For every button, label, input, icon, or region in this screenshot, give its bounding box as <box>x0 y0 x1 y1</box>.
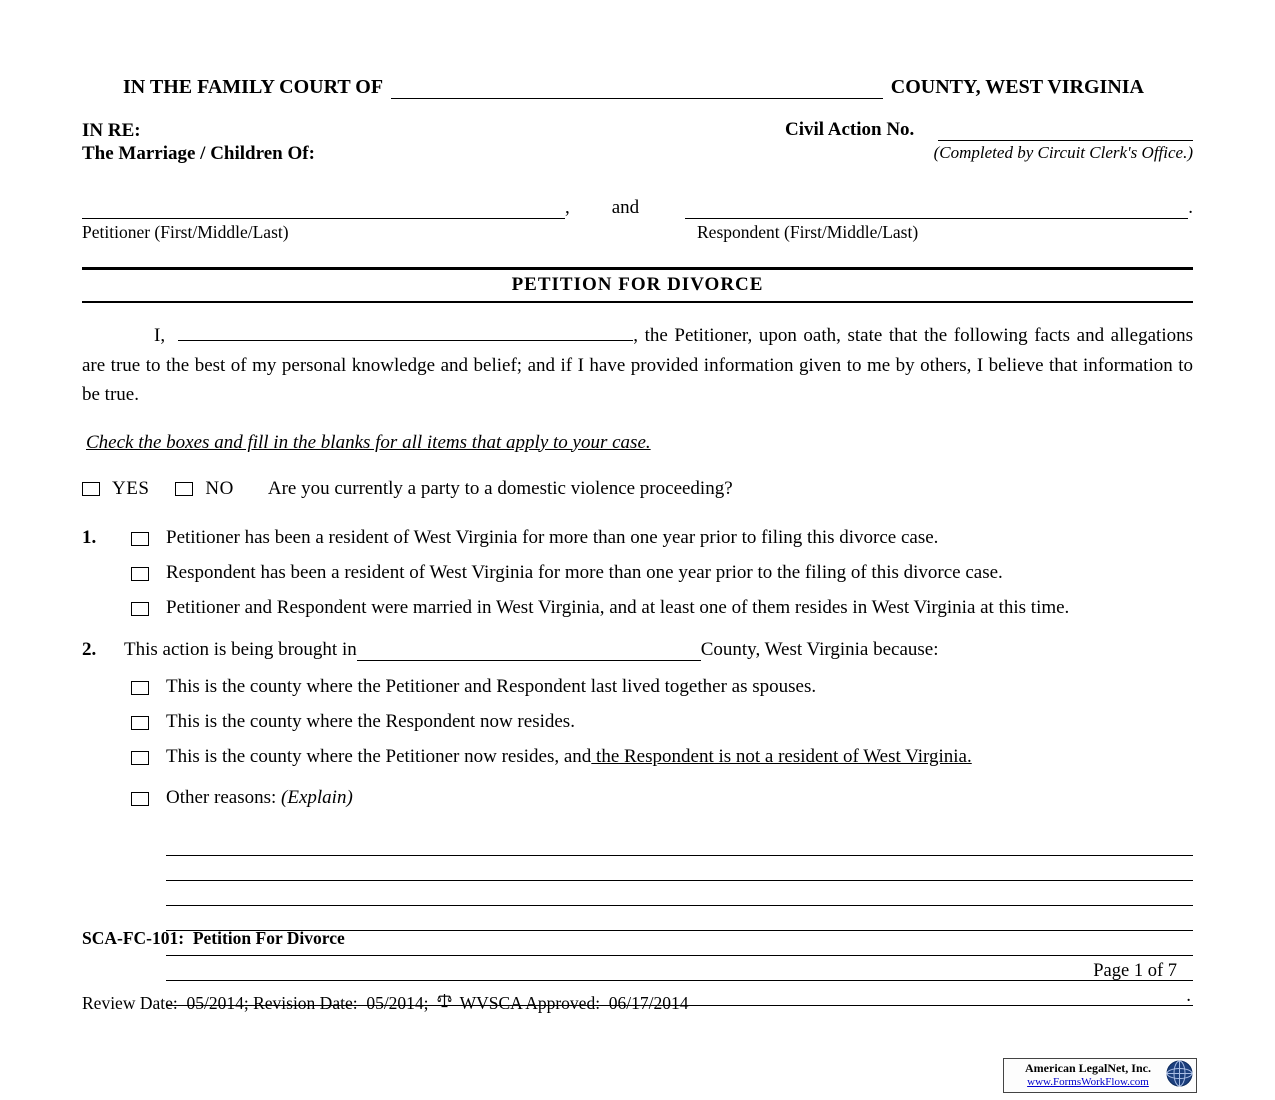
civil-action-block <box>785 119 1193 165</box>
comma-separator: , <box>565 197 570 218</box>
petitioner-name-blank[interactable] <box>82 199 565 219</box>
wvsca-approved-text: WVSCA Approved: 06/17/2014 <box>459 993 689 1013</box>
item2-option-3-checkbox[interactable] <box>131 751 149 765</box>
vendor-name: American LegalNet, Inc. <box>1025 1061 1151 1076</box>
item2-other-reasons-text <box>166 786 1193 811</box>
item1-option-2-row <box>82 561 1193 586</box>
yes-checkbox[interactable] <box>82 482 100 496</box>
item2-option-1-checkbox[interactable] <box>131 681 149 695</box>
item2-option-1-text: This is the county where the Petitioner and Respondent last lived together as spouses. <box>166 675 817 697</box>
form-footer <box>82 886 1195 1056</box>
vendor-logo-box <box>1003 1058 1197 1093</box>
respondent-name-label: Respondent (First/Middle/Last) <box>697 222 919 242</box>
item2-prefix: This action is being brought in <box>124 638 357 660</box>
item2-other-reasons-row <box>82 786 1193 811</box>
item1-option-1-row <box>82 526 1193 551</box>
form-id-line: SCA-FC-101: Petition For Divorce <box>82 928 345 948</box>
item2-option-3-row <box>82 745 1193 770</box>
intro-paragraph <box>82 321 1193 410</box>
item2-option-1-row <box>82 675 1193 700</box>
court-county-blank[interactable] <box>391 79 883 99</box>
item2-number: 2. <box>82 638 97 660</box>
case-caption-row <box>82 119 1193 165</box>
vendor-url-link[interactable]: www.FormsWorkFlow.com <box>1027 1076 1149 1089</box>
item1-option-3-row <box>82 596 1193 621</box>
instruction-line: Check the boxes and fill in the blanks for all items that apply to your case. <box>86 431 651 453</box>
party-names-line <box>82 197 1193 219</box>
review-date-line <box>82 993 689 1014</box>
item-2-heading <box>82 639 1193 661</box>
court-suffix: COUNTY, WEST VIRGINIA <box>890 76 1144 98</box>
intro-lead: I, <box>154 325 166 346</box>
item1-option-3-checkbox[interactable] <box>131 602 149 616</box>
in-re-block <box>82 119 315 165</box>
review-date-text: Review Date: 05/2014; Revision Date: 05/2014; <box>82 993 429 1013</box>
item2-suffix: County, West Virginia because: <box>700 638 939 660</box>
item2-option-2-row <box>82 710 1193 735</box>
other-reasons-label: Other reasons: <box>166 786 277 808</box>
explain-terminator: . <box>1186 984 1191 1006</box>
respondent-name-blank[interactable] <box>685 199 1188 219</box>
item2-county-blank[interactable] <box>357 641 701 661</box>
court-prefix: IN THE FAMILY COURT OF <box>123 76 384 98</box>
item2-option-3-plain: This is the county where the Petitioner now resides, and <box>166 745 592 767</box>
civil-action-number-blank[interactable] <box>938 121 1193 141</box>
no-checkbox[interactable] <box>175 482 193 496</box>
footer-meta <box>82 886 689 1056</box>
dv-question-row <box>82 478 1193 500</box>
no-label: NO <box>205 477 234 499</box>
explain-line[interactable] <box>166 856 1193 881</box>
marriage-of-label: The Marriage / Children Of: <box>82 143 315 164</box>
court-header-line <box>82 76 1193 99</box>
party-name-labels <box>82 222 1193 243</box>
explain-label: (Explain) <box>281 786 353 808</box>
petitioner-name-label: Petitioner (First/Middle/Last) <box>82 222 289 242</box>
item-1 <box>82 526 1193 621</box>
item1-option-2-text: Respondent has been a resident of West Virginia for more than one year prior to the filing of this divorce case. <box>166 561 1003 583</box>
item2-other-reasons-checkbox[interactable] <box>131 792 149 806</box>
item2-option-2-text: This is the county where the Respondent now resides. <box>166 710 575 732</box>
civil-action-note: (Completed by Circuit Clerk's Office.) <box>933 143 1193 162</box>
explain-line[interactable] <box>166 831 1193 856</box>
item-2-options <box>82 675 1193 811</box>
intro-body: , the Petitioner, upon oath, state that the following facts and allegations are true to the best of my personal knowledge and belief; and if I have provided information given to me by others, I believe that information to be true. <box>82 325 1193 405</box>
item2-option-3-text <box>166 745 1193 770</box>
page-number: Page 1 of 7 <box>1093 960 1177 981</box>
item2-option-2-checkbox[interactable] <box>131 716 149 730</box>
item2-option-3-underlined: the Respondent is not a resident of West Virginia. <box>591 745 972 767</box>
form-title: PETITION FOR DIVORCE <box>82 267 1193 303</box>
item1-number: 1. <box>82 526 97 548</box>
item1-option-1-text: Petitioner has been a resident of West Virginia for more than one year prior to filing this divorce case. <box>166 526 939 548</box>
intro-petitioner-name-blank[interactable] <box>178 321 633 341</box>
civil-action-label: Civil Action No. <box>785 119 915 140</box>
scales-icon <box>437 993 452 1014</box>
and-separator: and <box>611 197 640 218</box>
period-separator: . <box>1188 197 1193 218</box>
item1-option-3-text: Petitioner and Respondent were married in West Virginia, and at least one of them resides in West Virginia at this time. <box>166 596 1070 618</box>
yes-label: YES <box>112 477 150 499</box>
vendor-logo-text <box>1014 1062 1162 1088</box>
item1-option-1-checkbox[interactable] <box>131 532 149 546</box>
in-re-label: IN RE: <box>82 120 141 141</box>
globe-icon <box>1166 1060 1193 1092</box>
dv-question-text: Are you currently a party to a domestic violence proceeding? <box>267 477 733 499</box>
item1-option-2-checkbox[interactable] <box>131 567 149 581</box>
